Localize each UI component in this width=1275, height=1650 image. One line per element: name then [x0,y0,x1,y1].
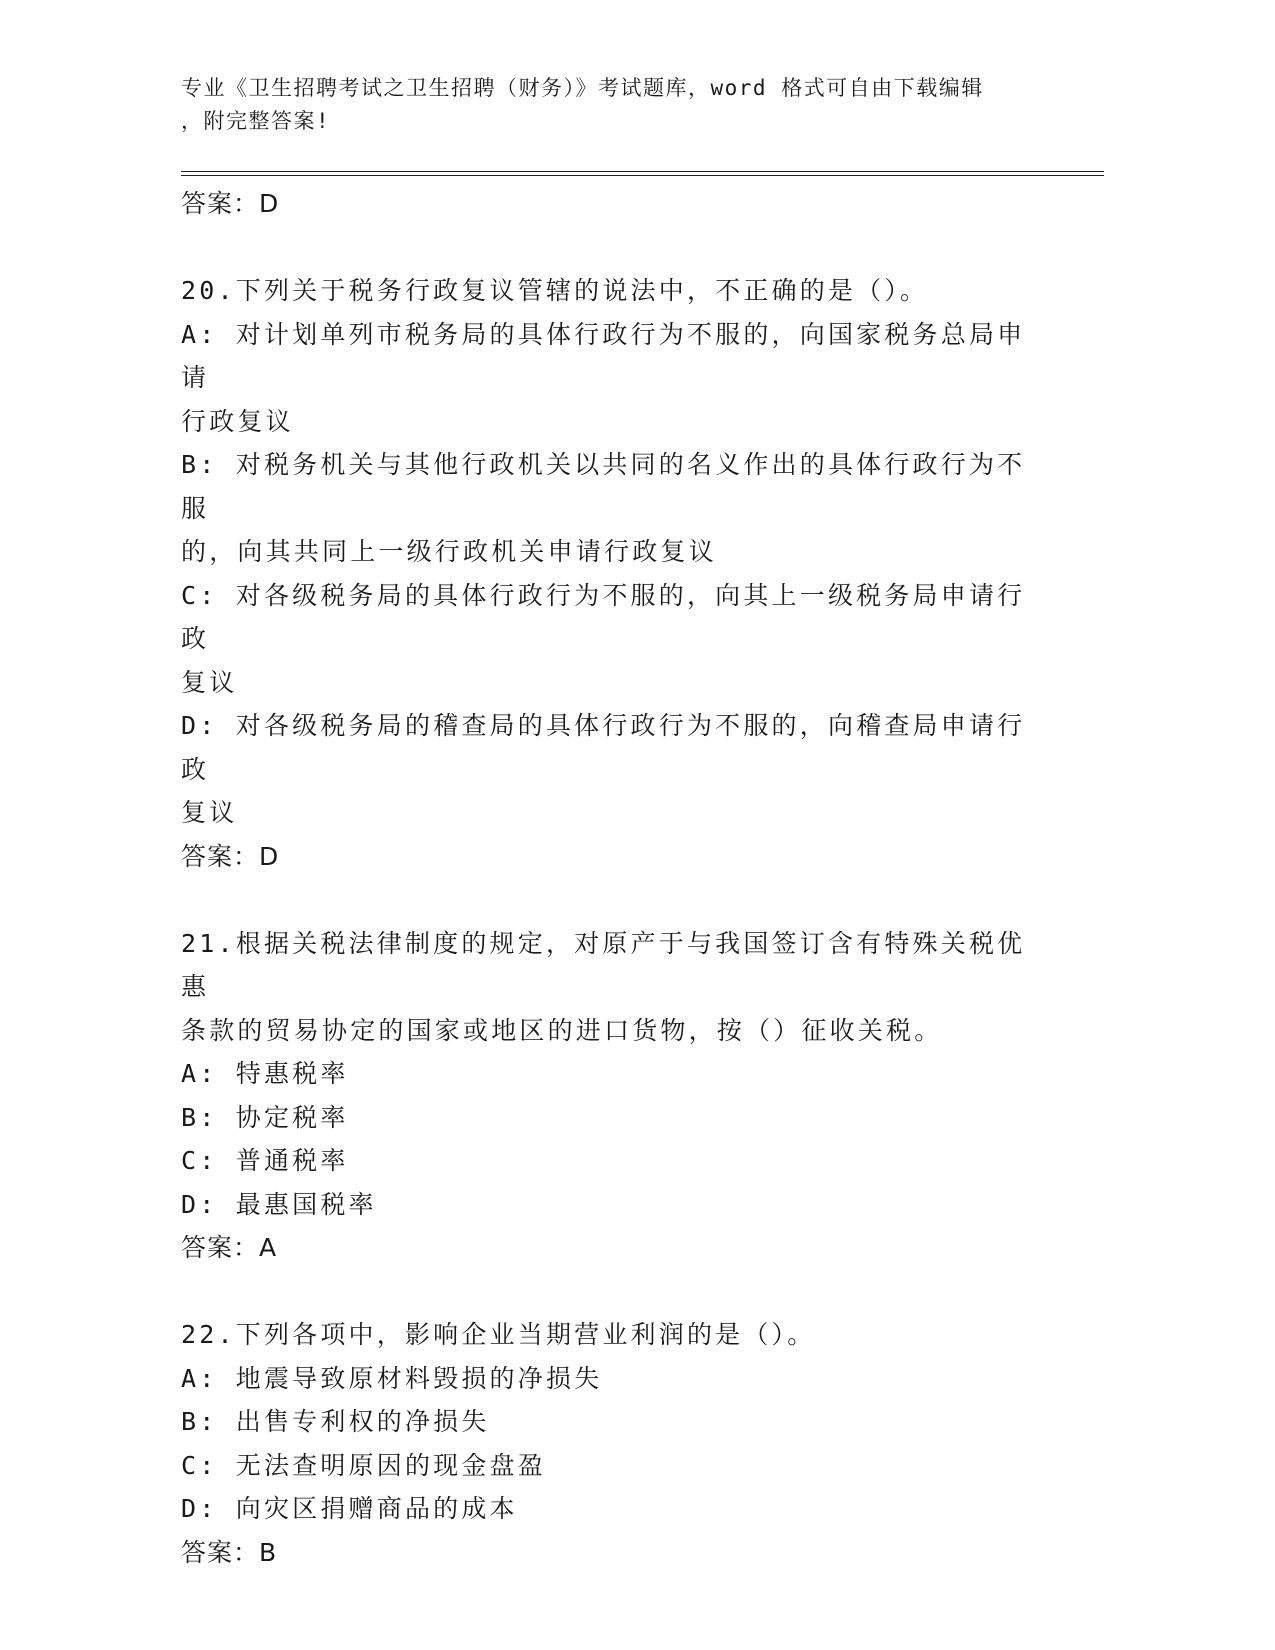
answer-option: D: 向灾区捐赠商品的成本 [181,1494,518,1523]
answer-option: 的，向其共同上一级行政机关申请行政复议 [181,537,717,566]
header-divider-top [181,171,1104,172]
question-list [181,269,1041,1574]
header-divider-bottom [181,175,1104,176]
answer-key: 答案：B [181,1537,278,1567]
answer-option: C: 普通税率 [181,1146,349,1175]
answer-option: C: 对各级税务局的具体行政行为不服的，向其上一级税务局申请行政 [181,580,1026,653]
header-line-2: ，附完整答案! [181,109,331,133]
document-header [181,72,1051,138]
answer-option: C: 无法查明原因的现金盘盈 [181,1450,546,1480]
question-stem: 22.下列各项中，影响企业当期营业利润的是（）。 [181,1320,816,1349]
previous-answer: 答案：D [181,189,280,218]
answer-option: D: 最惠国税率 [181,1189,377,1219]
question-block [181,269,1041,878]
answer-option: B: 出售专利权的净损失 [181,1407,490,1436]
header-line-1: 专业《卫生招聘考试之卫生招聘（财务）》考试题库，word 格式可自由下载编辑 [181,76,984,100]
answer-option: D: 对各级税务局的稽查局的具体行政行为不服的，向稽查局申请行政 [181,711,1026,784]
answer-option: A: 特惠税率 [181,1059,349,1088]
question-block [181,1313,1041,1574]
answer-option: 复议 [181,667,238,697]
question-stem: 21.根据关税法律制度的规定，对原产于与我国签订含有特殊关税优惠 [181,928,1026,1001]
answer-option: A: 对计划单列市税务局的具体行政行为不服的，向国家税务总局申请 [181,319,1026,392]
question-stem: 条款的贸易协定的国家或地区的进口货物，按（）征收关税。 [181,1015,943,1045]
question-block [181,922,1041,1270]
document-body [181,182,1041,1574]
answer-key: 答案：A [181,1233,278,1262]
answer-option: A: 地震导致原材料毁损的净损失 [181,1363,603,1393]
answer-key: 答案：D [181,841,280,871]
question-stem: 20.下列关于税务行政复议管辖的说法中，不正确的是（）。 [181,276,929,305]
answer-option: B: 协定税率 [181,1102,349,1132]
answer-option: 复议 [181,798,238,827]
answer-option: 行政复议 [181,406,294,436]
answer-option: B: 对税务机关与其他行政机关以共同的名义作出的具体行政行为不服 [181,450,1026,523]
